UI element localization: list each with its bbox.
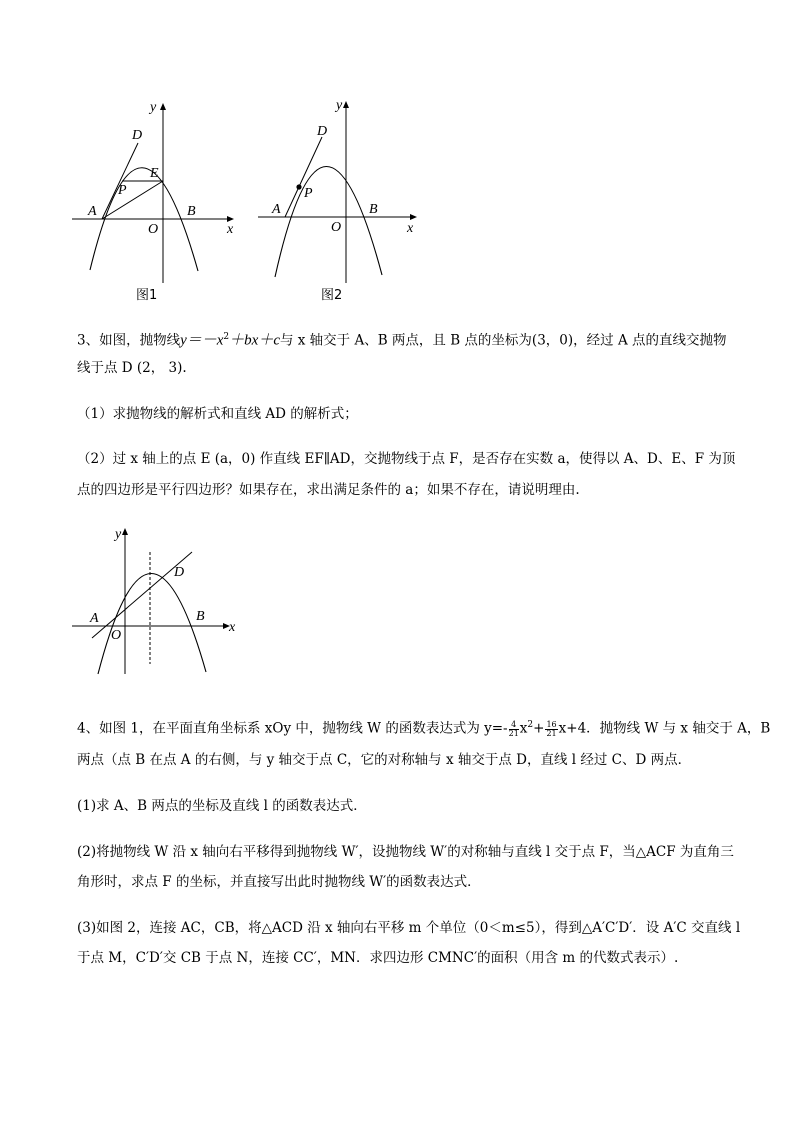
label-B: B (196, 609, 205, 624)
label-x: x (407, 221, 414, 236)
label-y: y (336, 98, 343, 113)
parabola (275, 166, 382, 277)
y-arrow-icon (160, 103, 166, 110)
q4-part-3-line-2: 于点 M，C′D′交 CB 于点 N，连接 CC′，MN．求四边形 CMNC′的面积（用含 m 的代数式表示）. (77, 950, 679, 966)
label-A: A (88, 204, 97, 219)
label-O: O (111, 628, 122, 643)
label-O: O (331, 220, 342, 235)
q4-part-1: (1)求 A、B 两点的坐标及直线 l 的函数表达式． (77, 798, 367, 814)
segment-AD (285, 137, 322, 217)
label-E: E (150, 166, 159, 181)
figure-1 (70, 95, 245, 285)
label-D: D (132, 128, 143, 143)
q4-line-2: 两点（点 B 在点 A 的右侧，与 y 轴交于点 C，它的对称轴与 x 轴交于点 D，直线 l 经过 C、D 两点． (77, 752, 692, 768)
q3-line-1: 3、如图，抛物线$y=-x^2+bx+c$与 x 轴交于 A、B 两点，且 B 点的坐标为(3，0)，经过 A 点的直线交抛物 (77, 332, 727, 349)
label-A: A (90, 611, 99, 626)
label-B: B (369, 202, 378, 217)
parabola (98, 573, 206, 674)
figure-2 (250, 95, 425, 285)
label-D: D (317, 124, 328, 139)
fraction-16-21: $\frac{16}{21}$ (546, 719, 557, 738)
label-y: y (115, 527, 122, 542)
q4-line-1: 4、如图 1，在平面直角坐标系 xOy 中，抛物线 W 的函数表达式为 y=- $\frac{4}{21}$ $x^2+$ $\frac{16}{21}$ x+4．抛物线 W 与 x 轴交于 A，B (77, 719, 771, 738)
figure-3 (68, 522, 248, 682)
label-y: y (150, 100, 157, 115)
label-B: B (187, 204, 196, 219)
figure-1-caption: 图1 (136, 288, 158, 303)
y-arrow-icon (122, 528, 128, 535)
point-P (296, 184, 301, 189)
fraction-4-21: $\frac{4}{21}$ (508, 719, 519, 738)
q3-part-1: （1）求抛物线的解析式和直线 AD 的解析式； (77, 406, 358, 422)
q3-line-2: 线于点 D (2， 3). (77, 360, 187, 376)
label-x: x (229, 620, 236, 635)
y-arrow-icon (343, 101, 349, 108)
q4-part-3-line-1: (3)如图 2，连接 AC，CB，将△ACD 沿 x 轴向右平移 m 个单位（0＜m≤5），得到△A′C′D′．设 A′C 交直线 l (77, 920, 741, 936)
label-A: A (272, 202, 281, 217)
q4-part-2-line-1: (2)将抛物线 W 沿 x 轴向右平移得到抛物线 W′，设抛物线 W′的对称轴与直线 l 交于点 F，当△ACF 为直角三 (77, 844, 734, 860)
x-arrow-icon (410, 214, 417, 220)
label-x: x (227, 222, 234, 237)
label-P: P (304, 186, 313, 201)
figure-2-caption: 图2 (321, 288, 343, 303)
label-O: O (148, 222, 159, 237)
q3-part-2-line-2: 点的四边形是平行四边形？如果存在，求出满足条件的 a；如果不存在，请说明理由. (77, 482, 580, 498)
q3-part-2-line-1: （2）过 x 轴上的点 E (a，0) 作直线 EF∥AD，交抛物线于点 F，是否存在实数 a，使得以 A、D、E、F 为顶 (77, 451, 736, 467)
label-D: D (174, 565, 185, 580)
label-P: P (118, 183, 127, 198)
q4-part-2-line-2: 角形时，求点 F 的坐标，并直接写出此时抛物线 W′的函数表达式． (77, 874, 481, 890)
